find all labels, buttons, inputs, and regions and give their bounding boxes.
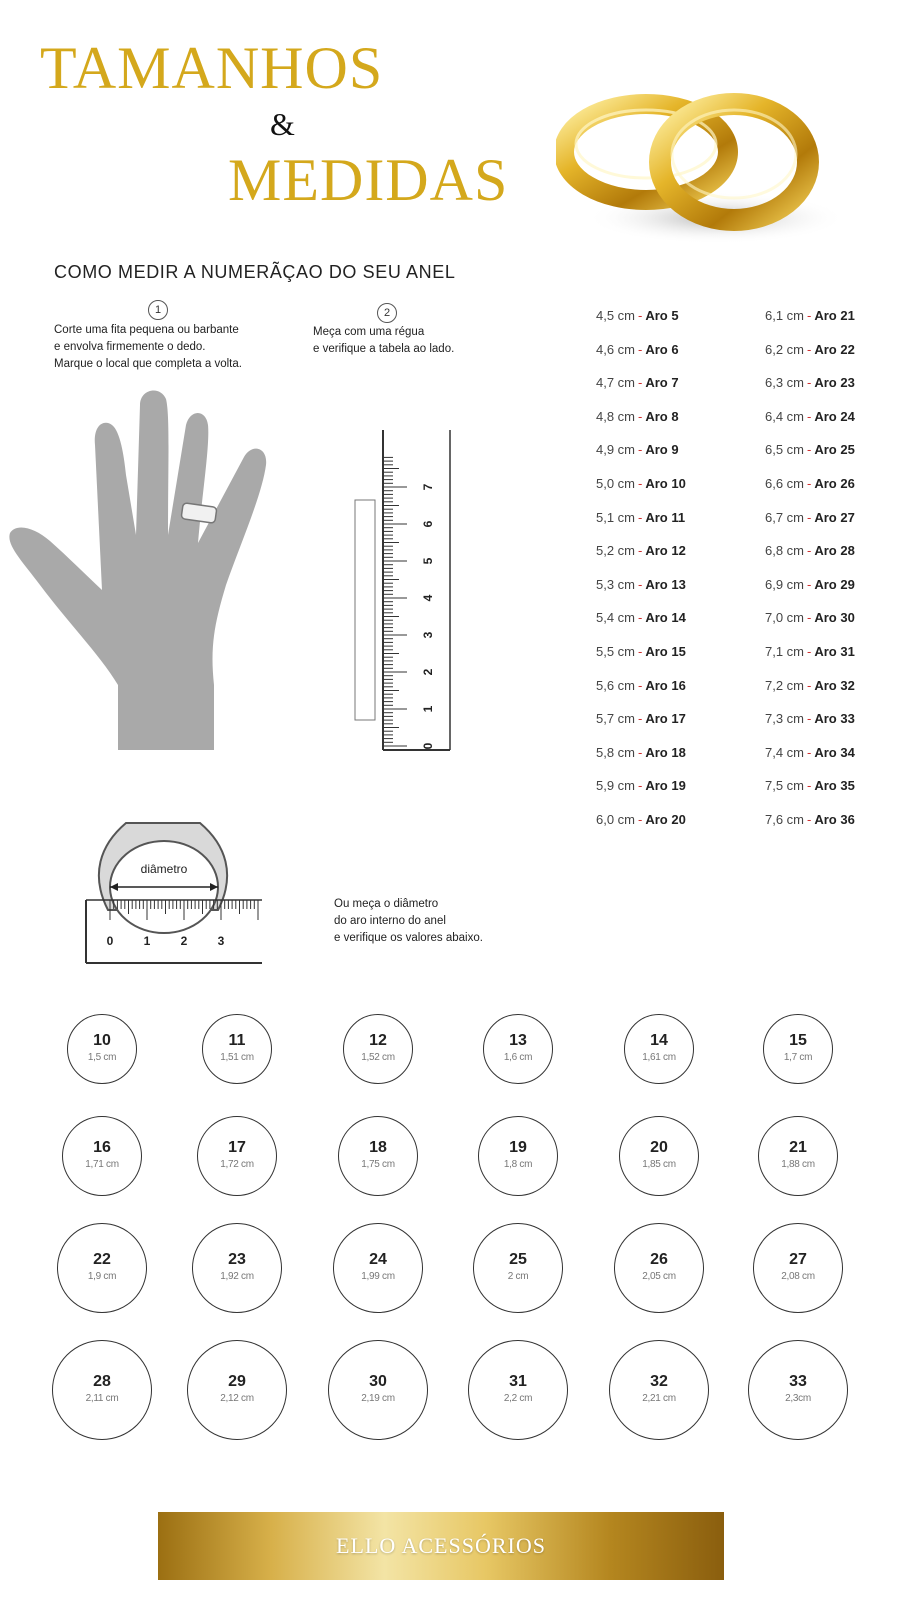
size-dash: - <box>638 408 643 424</box>
ring-size-circle <box>333 1223 423 1313</box>
size-cm: 5,0 cm <box>596 476 636 491</box>
ring-size-number: 17 <box>228 1139 246 1156</box>
ring-size-circle <box>328 1340 428 1440</box>
ring-size-circle <box>748 1340 848 1440</box>
ring-size-circle <box>57 1223 147 1313</box>
step-2-line: Meça com uma régua <box>313 326 425 338</box>
step-1-number: 1 <box>148 300 168 320</box>
size-cm: 7,3 cm <box>765 711 805 727</box>
size-row <box>765 610 855 625</box>
diameter-line: Ou meça o diâmetro <box>334 898 439 910</box>
size-row <box>765 644 855 659</box>
ring-size-circle <box>478 1116 558 1196</box>
size-row <box>596 778 686 793</box>
size-dash: - <box>807 778 812 794</box>
size-cm: 5,8 cm <box>596 744 636 760</box>
diameter-line: e verifique os valores abaixo. <box>334 932 483 944</box>
size-cm: 7,0 cm <box>765 610 805 626</box>
size-cm: 5,3 cm <box>596 576 636 592</box>
size-row <box>765 342 855 357</box>
size-row <box>596 577 686 592</box>
size-row <box>596 711 686 726</box>
size-aro: Aro 34 <box>814 744 855 760</box>
size-dash: - <box>638 644 643 659</box>
ring-size-cm: 2,3cm <box>785 1393 811 1404</box>
title-line-2: MEDIDAS <box>228 147 509 213</box>
size-cm: 7,4 cm <box>765 744 805 760</box>
size-dash: - <box>638 778 643 794</box>
size-aro: Aro 29 <box>814 576 855 592</box>
ring-size-number: 22 <box>93 1251 111 1268</box>
diameter-instructions <box>334 896 483 947</box>
ring-size-number: 18 <box>369 1139 387 1156</box>
size-row <box>765 711 855 726</box>
ring-size-number: 15 <box>789 1032 807 1049</box>
size-dash: - <box>807 744 812 760</box>
size-cm: 5,2 cm <box>596 543 636 559</box>
ring-size-number: 32 <box>650 1373 668 1390</box>
brand-name: ELLO ACESSÓRIOS <box>336 1533 546 1558</box>
howto-heading: COMO MEDIR A NUMERÃÇAO DO SEU ANEL <box>54 262 456 282</box>
size-aro: Aro 7 <box>645 375 679 391</box>
size-row <box>596 543 686 558</box>
size-row <box>596 745 686 760</box>
ring-size-number: 31 <box>509 1373 527 1390</box>
ruler-label: 7 <box>421 483 435 491</box>
size-dash: - <box>638 509 643 525</box>
ring-size-circle <box>483 1014 553 1084</box>
ring-size-number: 33 <box>789 1373 807 1390</box>
size-cm: 5,6 cm <box>596 677 636 693</box>
ring-size-cm: 1,5 cm <box>87 1052 117 1063</box>
size-dash: - <box>638 442 643 458</box>
size-dash: - <box>807 677 812 693</box>
ring-size-circle <box>187 1340 287 1440</box>
size-aro: Aro 10 <box>645 476 686 491</box>
step-2-number: 2 <box>377 303 397 323</box>
size-aro: Aro 5 <box>645 308 679 323</box>
size-aro: Aro 9 <box>645 442 679 458</box>
ruler-label: 4 <box>421 594 435 602</box>
size-dash: - <box>807 442 812 458</box>
size-cm: 7,2 cm <box>765 677 805 693</box>
ring-size-number: 29 <box>228 1373 246 1390</box>
title-ampersand: & <box>270 106 295 142</box>
size-dash: - <box>638 543 643 559</box>
ring-size-circle <box>473 1223 563 1313</box>
size-row <box>765 476 855 491</box>
diameter-line: do aro interno do anel <box>334 915 446 927</box>
size-aro: Aro 25 <box>814 442 855 458</box>
ring-size-circle <box>763 1014 833 1084</box>
size-cm: 4,7 cm <box>596 375 636 391</box>
size-row <box>596 510 685 525</box>
size-aro: Aro 27 <box>814 509 855 525</box>
size-row <box>765 577 855 592</box>
diameter-label: diâmetro <box>140 862 188 876</box>
size-dash: - <box>638 341 643 357</box>
ruler-label: 5 <box>421 557 435 565</box>
size-aro: Aro 15 <box>645 644 686 659</box>
ring-size-cm: 1,9 cm <box>87 1271 117 1282</box>
size-row <box>765 409 855 424</box>
size-cm: 4,9 cm <box>596 442 636 458</box>
size-cm: 4,6 cm <box>596 341 636 357</box>
size-row <box>596 375 679 390</box>
size-cm: 6,1 cm <box>765 308 805 323</box>
step-1-line: e envolva firmemente o dedo. <box>54 341 206 353</box>
step-2-text <box>313 324 454 358</box>
size-cm: 4,5 cm <box>596 308 636 323</box>
size-row <box>596 678 686 693</box>
ring-size-circle <box>624 1014 694 1084</box>
size-cm: 6,5 cm <box>765 442 805 458</box>
size-dash: - <box>638 812 643 827</box>
ring-size-circle <box>758 1116 838 1196</box>
size-cm: 5,7 cm <box>596 711 636 727</box>
size-row <box>765 543 855 558</box>
size-dash: - <box>807 509 812 525</box>
ring-size-number: 26 <box>650 1251 668 1268</box>
size-row <box>596 308 679 323</box>
diameter-scale-label: 0 <box>106 934 114 948</box>
ring-size-number: 24 <box>369 1251 387 1268</box>
ruler-label: 3 <box>421 631 435 639</box>
size-aro: Aro 36 <box>814 812 855 827</box>
size-cm: 5,9 cm <box>596 778 636 794</box>
ring-size-number: 23 <box>228 1251 246 1268</box>
ring-size-cm: 2,2 cm <box>503 1393 533 1404</box>
ring-size-number: 10 <box>93 1032 111 1049</box>
size-aro: Aro 16 <box>645 677 686 693</box>
size-row <box>765 678 855 693</box>
hand-image <box>0 385 280 755</box>
ring-size-number: 12 <box>369 1032 387 1049</box>
size-aro: Aro 21 <box>814 308 855 323</box>
size-aro: Aro 12 <box>645 543 686 559</box>
ruler-label: 0 <box>421 742 435 750</box>
ring-diameter-image <box>80 815 270 967</box>
size-row <box>765 812 855 827</box>
ring-size-cm: 1,7 cm <box>783 1052 813 1063</box>
ring-size-cm: 1,52 cm <box>361 1052 395 1063</box>
step-1-line: Marque o local que completa a volta. <box>54 358 242 370</box>
ring-size-circle <box>468 1340 568 1440</box>
ring-size-circle <box>62 1116 142 1196</box>
ring-size-cm: 1,75 cm <box>361 1159 395 1170</box>
size-dash: - <box>638 711 643 727</box>
ring-size-circle <box>338 1116 418 1196</box>
ring-size-cm: 1,6 cm <box>503 1052 533 1063</box>
ring-size-number: 11 <box>228 1032 246 1049</box>
size-dash: - <box>638 576 643 592</box>
footer-banner <box>158 1512 724 1580</box>
size-dash: - <box>638 744 643 760</box>
ring-size-number: 30 <box>369 1373 387 1390</box>
size-dash: - <box>807 375 812 391</box>
size-dash: - <box>807 610 812 626</box>
size-cm: 6,6 cm <box>765 476 805 491</box>
size-cm: 4,8 cm <box>596 408 636 424</box>
title-line-1: TAMANHOS <box>40 35 384 101</box>
step-1-text <box>54 322 242 373</box>
ring-size-cm: 2,21 cm <box>642 1393 676 1404</box>
ring-size-cm: 2 cm <box>507 1271 529 1282</box>
size-dash: - <box>807 408 812 424</box>
size-dash: - <box>807 308 812 323</box>
ruler-label: 1 <box>421 705 435 713</box>
ring-size-circle <box>202 1014 272 1084</box>
ring-size-cm: 1,61 cm <box>642 1052 676 1063</box>
size-row <box>765 745 855 760</box>
ring-size-number: 14 <box>650 1032 668 1049</box>
size-aro: Aro 17 <box>645 711 686 727</box>
size-cm: 5,4 cm <box>596 610 636 626</box>
size-aro: Aro 33 <box>814 711 855 727</box>
size-aro: Aro 8 <box>645 408 679 424</box>
size-dash: - <box>807 476 812 491</box>
ring-size-cm: 1,8 cm <box>503 1159 533 1170</box>
size-aro: Aro 22 <box>814 341 855 357</box>
size-aro: Aro 11 <box>645 509 686 525</box>
ring-size-cm: 2,19 cm <box>361 1393 395 1404</box>
size-aro: Aro 26 <box>814 476 855 491</box>
size-cm: 6,8 cm <box>765 543 805 559</box>
ring-size-circle <box>614 1223 704 1313</box>
ring-size-circle <box>619 1116 699 1196</box>
size-aro: Aro 35 <box>814 778 855 794</box>
size-dash: - <box>807 576 812 592</box>
size-row <box>596 476 686 491</box>
size-aro: Aro 28 <box>814 543 855 559</box>
size-dash: - <box>807 543 812 559</box>
size-row <box>596 409 679 424</box>
ring-size-number: 27 <box>789 1251 807 1268</box>
size-aro: Aro 32 <box>814 677 855 693</box>
size-aro: Aro 14 <box>645 610 686 626</box>
ring-size-cm: 1,51 cm <box>220 1052 254 1063</box>
ring-size-circle <box>609 1340 709 1440</box>
ring-size-cm: 1,99 cm <box>361 1271 395 1282</box>
size-cm: 6,9 cm <box>765 576 805 592</box>
ring-size-number: 21 <box>789 1139 807 1156</box>
size-cm: 6,2 cm <box>765 341 805 357</box>
size-aro: Aro 6 <box>645 341 679 357</box>
size-cm: 5,5 cm <box>596 644 636 659</box>
ring-size-cm: 2,05 cm <box>642 1271 676 1282</box>
size-dash: - <box>807 341 812 357</box>
size-aro: Aro 30 <box>814 610 855 626</box>
size-dash: - <box>807 812 812 827</box>
size-cm: 6,7 cm <box>765 509 805 525</box>
diameter-scale-label: 2 <box>180 934 188 948</box>
ring-size-circle <box>343 1014 413 1084</box>
ring-size-number: 20 <box>650 1139 668 1156</box>
ring-size-number: 19 <box>509 1139 527 1156</box>
ruler-label: 2 <box>421 668 435 676</box>
size-cm: 6,3 cm <box>765 375 805 391</box>
gold-rings-image <box>556 80 846 250</box>
diameter-scale-label: 3 <box>217 934 225 948</box>
size-row <box>596 610 686 625</box>
ring-size-cm: 2,08 cm <box>781 1271 815 1282</box>
size-dash: - <box>638 610 643 626</box>
ring-size-circle <box>52 1340 152 1440</box>
size-dash: - <box>638 308 643 323</box>
size-cm: 6,4 cm <box>765 408 805 424</box>
size-row <box>765 510 855 525</box>
ring-size-cm: 1,92 cm <box>220 1271 254 1282</box>
step-1-line: Corte uma fita pequena ou barbante <box>54 324 239 336</box>
ring-size-cm: 1,72 cm <box>220 1159 254 1170</box>
ring-size-circle <box>197 1116 277 1196</box>
ring-size-number: 13 <box>509 1032 527 1049</box>
size-row <box>765 442 855 457</box>
size-cm: 7,1 cm <box>765 644 805 659</box>
size-row <box>596 812 686 827</box>
size-dash: - <box>638 375 643 391</box>
ring-size-cm: 1,71 cm <box>85 1159 119 1170</box>
ring-size-cm: 1,85 cm <box>642 1159 676 1170</box>
size-row <box>596 644 686 659</box>
vertical-ruler <box>350 420 460 755</box>
size-aro: Aro 13 <box>645 576 686 592</box>
ring-size-cm: 2,12 cm <box>220 1393 254 1404</box>
size-row <box>765 778 855 793</box>
size-cm: 7,6 cm <box>765 812 805 827</box>
ring-size-cm: 1,88 cm <box>781 1159 815 1170</box>
ring-size-number: 28 <box>93 1373 111 1390</box>
size-row <box>596 342 679 357</box>
ring-size-circle <box>753 1223 843 1313</box>
size-dash: - <box>638 677 643 693</box>
size-cm: 5,1 cm <box>596 509 636 525</box>
size-dash: - <box>807 711 812 727</box>
size-aro: Aro 18 <box>645 744 686 760</box>
step-2-line: e verifique a tabela ao lado. <box>313 343 455 355</box>
ruler-label: 6 <box>421 520 435 528</box>
size-row <box>596 442 679 457</box>
size-aro: Aro 31 <box>814 644 855 659</box>
size-cm: 6,0 cm <box>596 812 636 827</box>
size-row <box>765 375 855 390</box>
size-aro: Aro 23 <box>814 375 855 391</box>
size-row <box>765 308 855 323</box>
size-aro: Aro 19 <box>645 778 686 794</box>
ring-size-circle <box>67 1014 137 1084</box>
diameter-scale-label: 1 <box>143 934 151 948</box>
size-dash: - <box>807 644 812 659</box>
ring-size-number: 25 <box>509 1251 527 1268</box>
size-cm: 7,5 cm <box>765 778 805 794</box>
size-aro: Aro 20 <box>645 812 686 827</box>
ring-size-circle <box>192 1223 282 1313</box>
ring-size-number: 16 <box>93 1139 111 1156</box>
size-dash: - <box>638 476 643 491</box>
ring-size-cm: 2,11 cm <box>85 1393 119 1404</box>
size-aro: Aro 24 <box>814 408 855 424</box>
